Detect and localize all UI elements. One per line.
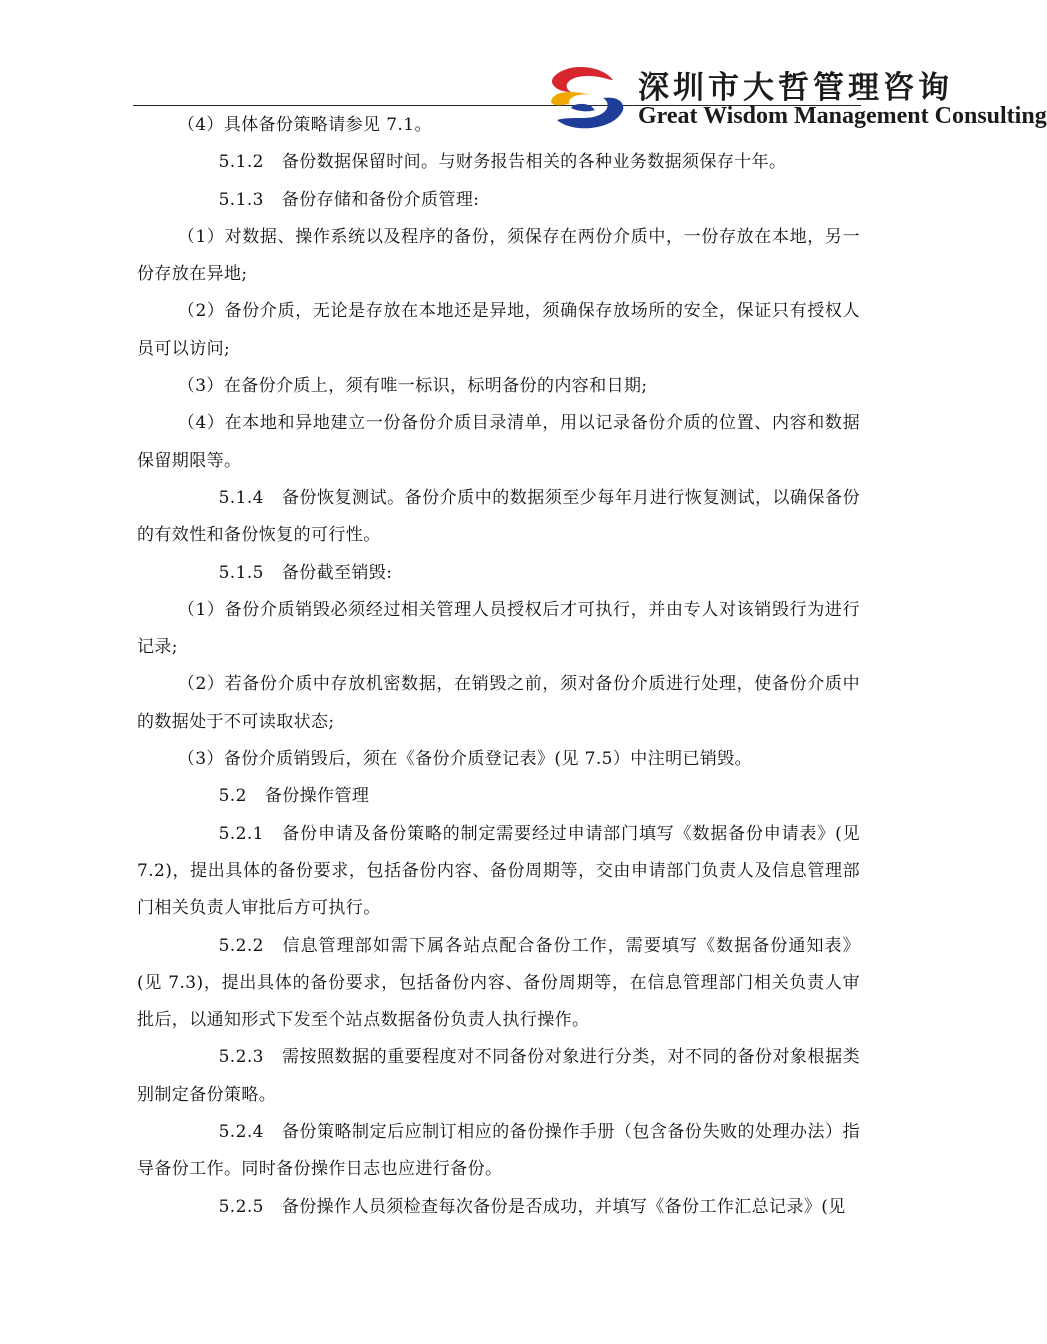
section-number: 5.2.2 [218,935,264,956]
paragraph [137,368,860,405]
document-body [137,107,860,1226]
paragraph-text: 备份数据保留时间。与财务报告相关的各种业务数据须保存十年。 [281,152,787,173]
paragraph-text: 需按照数据的重要程度对不同备份对象进行分类，对不同的备份对象根据类别制定备份策略。 [137,1047,860,1105]
paragraph-text: （3）在备份介质上，须有唯一标识，标明备份的内容和日期; [177,376,648,397]
paragraph [137,405,860,480]
paragraph-text: （4）在本地和异地建立一份备份介质目录清单，用以记录备份介质的位置、内容和数据保留期限等。 [137,413,860,471]
paragraph-text: 信息管理部如需下属各站点配合备份工作，需要填写《数据备份通知表》(见 7.3)，提出具体的备份要求，包括备份内容、备份周期等，在信息管理部门相关负责人审批后，以通知形式下发至个站点数据备份负责人执行操作。 [137,935,860,1031]
paragraph [137,1114,860,1189]
section-number: 5.2.3 [218,1047,264,1068]
paragraph-text: （2）备份介质，无论是存放在本地还是异地，须确保存放场所的安全，保证只有授权人员可以访问; [137,301,860,359]
paragraph [137,107,860,144]
paragraph [137,219,860,294]
paragraph-text: （1）备份介质销毁必须经过相关管理人员授权后才可执行，并由专人对该销毁行为进行记录; [137,599,860,658]
section-number: 5.1.2 [218,152,264,173]
paragraph [137,1039,860,1114]
paragraph [137,182,860,219]
section-number: 5.1.4 [218,487,264,508]
section-number: 5.2 [218,786,247,807]
paragraph [137,816,860,928]
section-number: 5.2.5 [218,1196,264,1217]
paragraph-text: 备份策略制定后应制订相应的备份操作手册（包含备份失败的处理办法）指导备份工作。同时备份操作日志也应进行备份。 [137,1122,860,1180]
paragraph-text: 备份截至销毁: [281,562,393,583]
paragraph [137,555,860,592]
paragraph-text: （4）具体备份策略请参见 7.1。 [177,115,432,135]
company-name-chinese: 深圳市大哲管理咨询 [638,70,953,106]
paragraph [137,144,860,181]
paragraph-text: （3）备份介质销毁后，须在《备份介质登记表》(见 7.5）中注明已销毁。 [177,749,753,770]
paragraph [137,1189,860,1226]
section-number: 5.2.4 [218,1122,264,1143]
paragraph-text: 备份存储和备份介质管理: [281,189,480,210]
paragraph [137,480,860,555]
section-heading [137,778,860,815]
section-number: 5.2.1 [218,823,264,844]
paragraph [137,928,860,1040]
section-heading-text: 备份操作管理 [264,786,370,807]
paragraph [137,741,860,778]
section-number: 5.1.3 [218,189,264,210]
paragraph-text: 备份申请及备份策略的制定需要经过申请部门填写《数据备份申请表》(见 7.2)，提出具体的备份要求，包括备份内容、备份周期等，交由申请部门负责人及信息管理部门相关负责人审批后方可执行。 [137,823,860,919]
paragraph [137,293,860,368]
paragraph-text: 备份操作人员须检查每次备份是否成功，并填写《备份工作汇总记录》(见 [281,1196,846,1217]
paragraph [137,592,860,667]
paragraph-text: （2）若备份介质中存放机密数据，在销毁之前，须对备份介质进行处理，使备份介质中的数据处于不可读取状态; [137,674,860,732]
company-name-english: Great Wisdom Management Consulting [638,103,1047,129]
paragraph-text: （1）对数据、操作系统以及程序的备份，须保存在两份介质中，一份存放在本地，另一份存放在异地; [137,226,860,285]
section-number: 5.1.5 [218,562,264,583]
paragraph-text: 备份恢复测试。备份介质中的数据须至少每年月进行恢复测试，以确保备份的有效性和备份恢复的可行性。 [137,487,860,546]
paragraph [137,666,860,741]
